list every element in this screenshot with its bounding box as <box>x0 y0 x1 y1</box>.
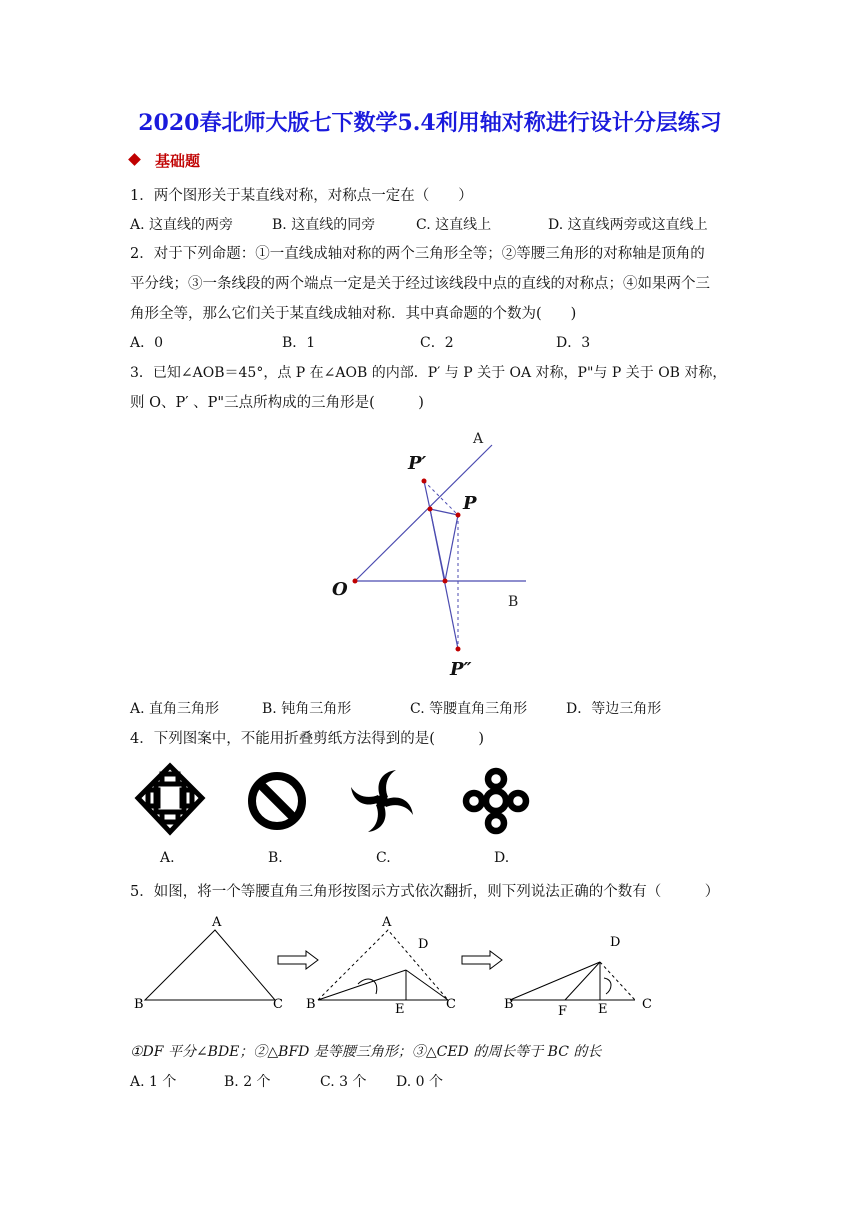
q2-line-3: 角形全等，那么它们关于某直线成轴对称．其中真命题的个数为( ) <box>130 306 577 322</box>
triangle-abc-dashed <box>318 930 448 1000</box>
q2-option-b: B．1 <box>282 335 316 351</box>
label-p-prime: P′ <box>408 453 427 474</box>
q3-figure <box>320 425 540 685</box>
arrow-right-icon-2 <box>462 951 502 969</box>
q4-label-b: B. <box>268 850 283 866</box>
arrow-right-icon <box>278 951 318 969</box>
point-x <box>428 507 433 512</box>
label-a: A <box>473 431 484 447</box>
segment-p1-p2 <box>430 509 445 581</box>
segment-bd-2 <box>318 970 406 1000</box>
p3-label-e: E <box>598 1002 608 1017</box>
q4-label-d: D. <box>494 850 510 866</box>
q3-line-1: 3．已知∠AOB＝45°，点 P 在∠AOB 的内部．P′ 与 P 关于 OA 对称，P"与 P 关于 OB 对称， <box>130 365 727 381</box>
p2-label-d: D <box>418 937 429 952</box>
label-o: O <box>332 579 348 600</box>
segment-dc-3 <box>600 962 635 1000</box>
p3-label-f: F <box>558 1004 568 1019</box>
q5-option-b: B. 2 个 <box>224 1074 271 1090</box>
segment-df-3 <box>565 962 600 1000</box>
p3-label-c: C <box>642 997 652 1012</box>
p1-label-c: C <box>273 997 283 1012</box>
segment-dc-2 <box>406 970 448 1000</box>
q3-line-2: 则 O、P′ 、P"三点所构成的三角形是( ) <box>130 395 424 411</box>
q2-option-a: A．0 <box>130 335 164 351</box>
triangle-abc <box>145 930 275 1000</box>
q5-option-c: C. 3 个 <box>320 1074 367 1090</box>
p2-label-a: A <box>382 915 392 930</box>
label-b: B <box>508 594 519 610</box>
point-p <box>456 513 461 518</box>
p3-label-b: B <box>504 997 514 1012</box>
segment-x-p <box>430 509 458 515</box>
q1-option-a: A. 这直线的两旁 <box>130 217 234 233</box>
p2-label-b: B <box>306 997 316 1012</box>
q4-label-a: A. <box>160 850 175 866</box>
segment-oa-p <box>445 515 458 581</box>
q3-option-d: D．等边三角形 <box>566 701 662 717</box>
p1-label-b: B <box>134 997 144 1012</box>
section-heading <box>130 150 200 171</box>
fold-arrow-icon <box>358 979 377 994</box>
fold-arrow-icon-2 <box>604 978 611 994</box>
p2-label-c: C <box>446 997 456 1012</box>
q5-figure <box>130 910 670 1035</box>
q2-option-d: D．3 <box>556 335 591 351</box>
section-label: 基础题 <box>155 152 201 170</box>
q1-option-b: B. 这直线的同旁 <box>272 217 376 233</box>
knot-pattern-icon <box>134 762 206 838</box>
q3-option-b: B. 钝角三角形 <box>262 701 352 717</box>
q5-statement: ①DF 平分∠BDE；②△BFD 是等腰三角形；③△CED 的周长等于 BC 的长 <box>130 1044 602 1060</box>
p2-label-e: E <box>395 1002 405 1017</box>
q5-stem: 5．如图，将一个等腰直角三角形按图示方式依次翻折，则下列说法正确的个数有（ ） <box>130 884 720 900</box>
flower-rings-icon <box>460 764 532 838</box>
point-y <box>443 579 448 584</box>
q1-option-c: C. 这直线上 <box>416 217 492 233</box>
q5-option-a: A. 1 个 <box>130 1074 177 1090</box>
point-p1 <box>422 479 427 484</box>
point-p2 <box>456 647 461 652</box>
p1-label-a: A <box>212 915 222 930</box>
q1-stem: 1．两个图形关于某直线对称，对称点一定在（ ） <box>130 188 473 204</box>
q5-option-d: D. 0 个 <box>396 1074 443 1090</box>
q3-option-a: A. 直角三角形 <box>130 701 220 717</box>
label-p: P <box>463 493 477 514</box>
q2-line-2: 平分线；③一条线段的两个端点一定是关于经过该线段中点的直线的对称点；④如果两个三 <box>130 276 710 292</box>
segment-p1-x <box>424 481 430 509</box>
q2-option-c: C．2 <box>420 335 454 351</box>
q2-line-1: 2．对于下列命题：①一直线成轴对称的两个三角形全等；②等腰三角形的对称轴是顶角的 <box>130 246 705 262</box>
q4-label-c: C. <box>376 850 391 866</box>
diamond-bullet-icon <box>128 153 141 166</box>
no-sign-icon <box>244 766 310 836</box>
page-title: 2020春北师大版七下数学5.4利用轴对称进行设计分层练习 <box>138 110 722 136</box>
q4-stem: 4．下列图案中，不能用折叠剪纸方法得到的是( ) <box>130 731 485 747</box>
p3-label-d: D <box>610 935 621 950</box>
point-o <box>353 579 358 584</box>
pinwheel-icon <box>344 764 420 838</box>
q3-option-c: C. 等腰直角三角形 <box>410 701 528 717</box>
segment-bd-3 <box>510 962 600 1000</box>
q1-option-d: D. 这直线两旁或这直线上 <box>548 217 708 233</box>
label-p-double-prime: P″ <box>450 659 472 680</box>
